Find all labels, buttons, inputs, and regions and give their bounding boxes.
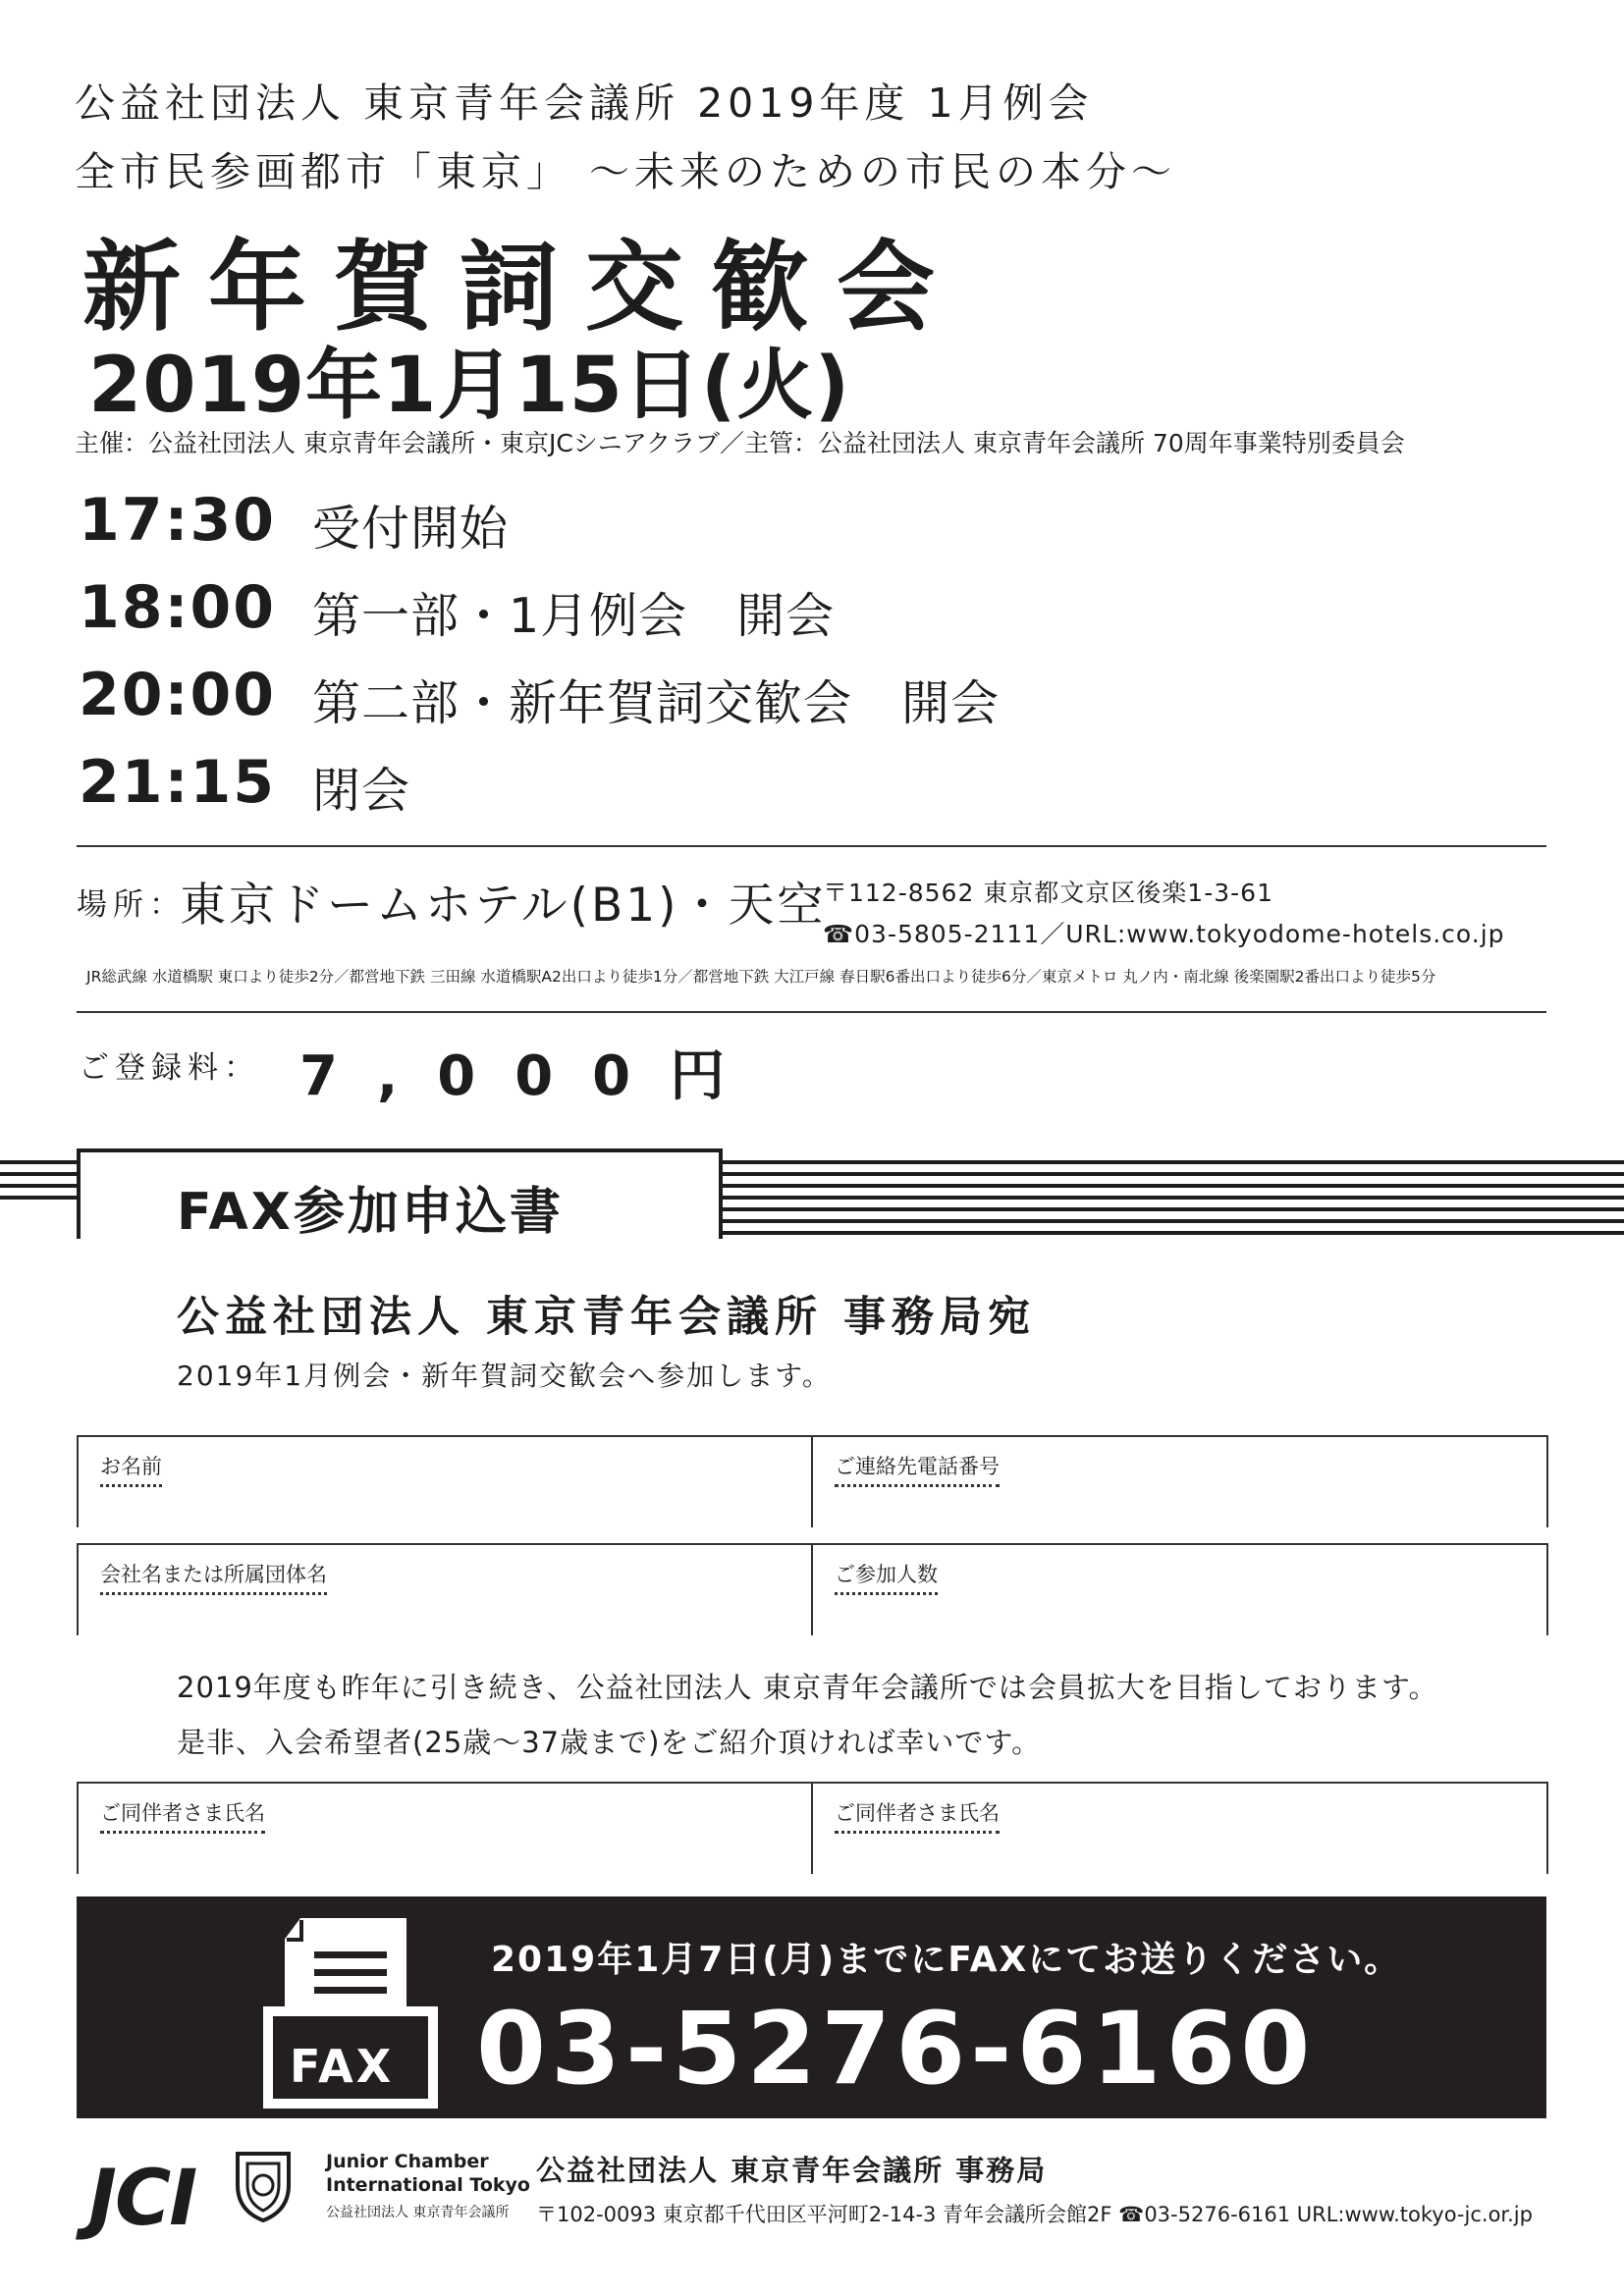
- name-field-label: お名前: [100, 1451, 162, 1487]
- participant-count-field[interactable]: [811, 1543, 1548, 1635]
- companion-field-label: ご同伴者さま氏名: [100, 1797, 265, 1834]
- fax-number[interactable]: 03-5276-6160: [476, 1991, 1316, 2108]
- participant-count-label: ご参加人数: [835, 1559, 938, 1595]
- divider: [77, 845, 1546, 847]
- name-field[interactable]: [77, 1435, 813, 1527]
- company-field[interactable]: [77, 1543, 813, 1635]
- membership-notice: 2019年度も昨年に引き続き、公益社団法人 東京青年会議所では会員拡大を目指しております。: [177, 1671, 1438, 1704]
- addressee: 公益社団法人 東京青年会議所 事務局宛: [177, 1293, 1036, 1342]
- schedule-time: 21:15: [79, 748, 276, 817]
- companion-field-label: ご同伴者さま氏名: [835, 1797, 1000, 1834]
- fee-value: 7,000円: [299, 1044, 765, 1108]
- schedule-time: 20:00: [79, 661, 276, 729]
- footer-address: 〒102-0093 東京都千代田区平河町2-14-3 青年会議所会館2F ☎03-5276-6161 URL:www.tokyo-jc.or.jp: [536, 2203, 1533, 2226]
- schedule-time: 18:00: [79, 573, 276, 642]
- fax-form-heading: FAX参加申込書: [177, 1183, 564, 1242]
- venue-tel-url: ☎03-5805-2111／URL:www.tokyodome-hotels.co.jp: [823, 920, 1505, 948]
- theme-line: 全市民参画都市「東京」 〜未来のための市民の本分〜: [75, 148, 1177, 195]
- fax-deadline: 2019年1月7日(月)までにFAXにてお送りください。: [491, 1940, 1402, 1980]
- companion-field[interactable]: [77, 1782, 813, 1874]
- fee-label: ご登録料：: [79, 1050, 260, 1086]
- schedule-time: 17:30: [79, 486, 276, 555]
- schedule-label: 第二部・新年賀詞交歓会 開会: [312, 675, 1001, 731]
- jci-name-line: International Tokyo: [326, 2174, 530, 2196]
- schedule-label: 受付開始: [312, 501, 510, 557]
- jci-japanese-name: 公益社団法人 東京青年会議所: [326, 2205, 510, 2220]
- venue-address: 〒112-8562 東京都文京区後楽1-3-61: [823, 879, 1273, 907]
- companion-field[interactable]: [811, 1782, 1548, 1874]
- jci-name-line: Junior Chamber: [326, 2151, 489, 2172]
- schedule-label: 閉会: [312, 763, 411, 819]
- company-field-label: 会社名または所属団体名: [100, 1559, 327, 1595]
- event-title: 新年賀詞交歓会: [82, 230, 962, 345]
- phone-field[interactable]: [811, 1435, 1548, 1527]
- organizer-line: 公益社団法人 東京青年会議所 2019年度 1月例会: [75, 80, 1094, 127]
- schedule-label: 第一部・1月例会 開会: [312, 588, 836, 644]
- jci-logo: JCI: [88, 2155, 196, 2243]
- access-info: JR総武線 水道橋駅 東口より徒歩2分／都営地下鉄 三田線 水道橋駅A2出口より徒歩1分／都営地下鉄 大江戸線 春日駅6番出口より徒歩6分／東京メトロ 丸ノ内・南北線 後楽園駅2番出口より徒歩5分: [86, 968, 1436, 986]
- fax-icon-label: FAX: [290, 2040, 395, 2093]
- venue-name: 東京ドームホテル(B1)・天空: [180, 879, 827, 933]
- hosts-line: 主催：公益社団法人 東京青年会議所・東京JCシニアクラブ／主管：公益社団法人 東京青年会議所 70周年事業特別委員会: [75, 429, 1405, 457]
- footer-organization: 公益社団法人 東京青年会議所 事務局: [536, 2154, 1048, 2187]
- event-date: 2019年1月15日(火): [88, 342, 851, 430]
- venue-label: 場所：: [77, 887, 186, 923]
- divider: [77, 1011, 1546, 1013]
- jci-emblem-icon: [234, 2150, 293, 2224]
- membership-notice: 是非、入会希望者(25歳〜37歳まで)をご紹介頂ければ幸いです。: [177, 1726, 1042, 1759]
- phone-field-label: ご連絡先電話番号: [835, 1451, 1000, 1487]
- attend-statement: 2019年1月例会・新年賀詞交歓会へ参加します。: [177, 1360, 832, 1392]
